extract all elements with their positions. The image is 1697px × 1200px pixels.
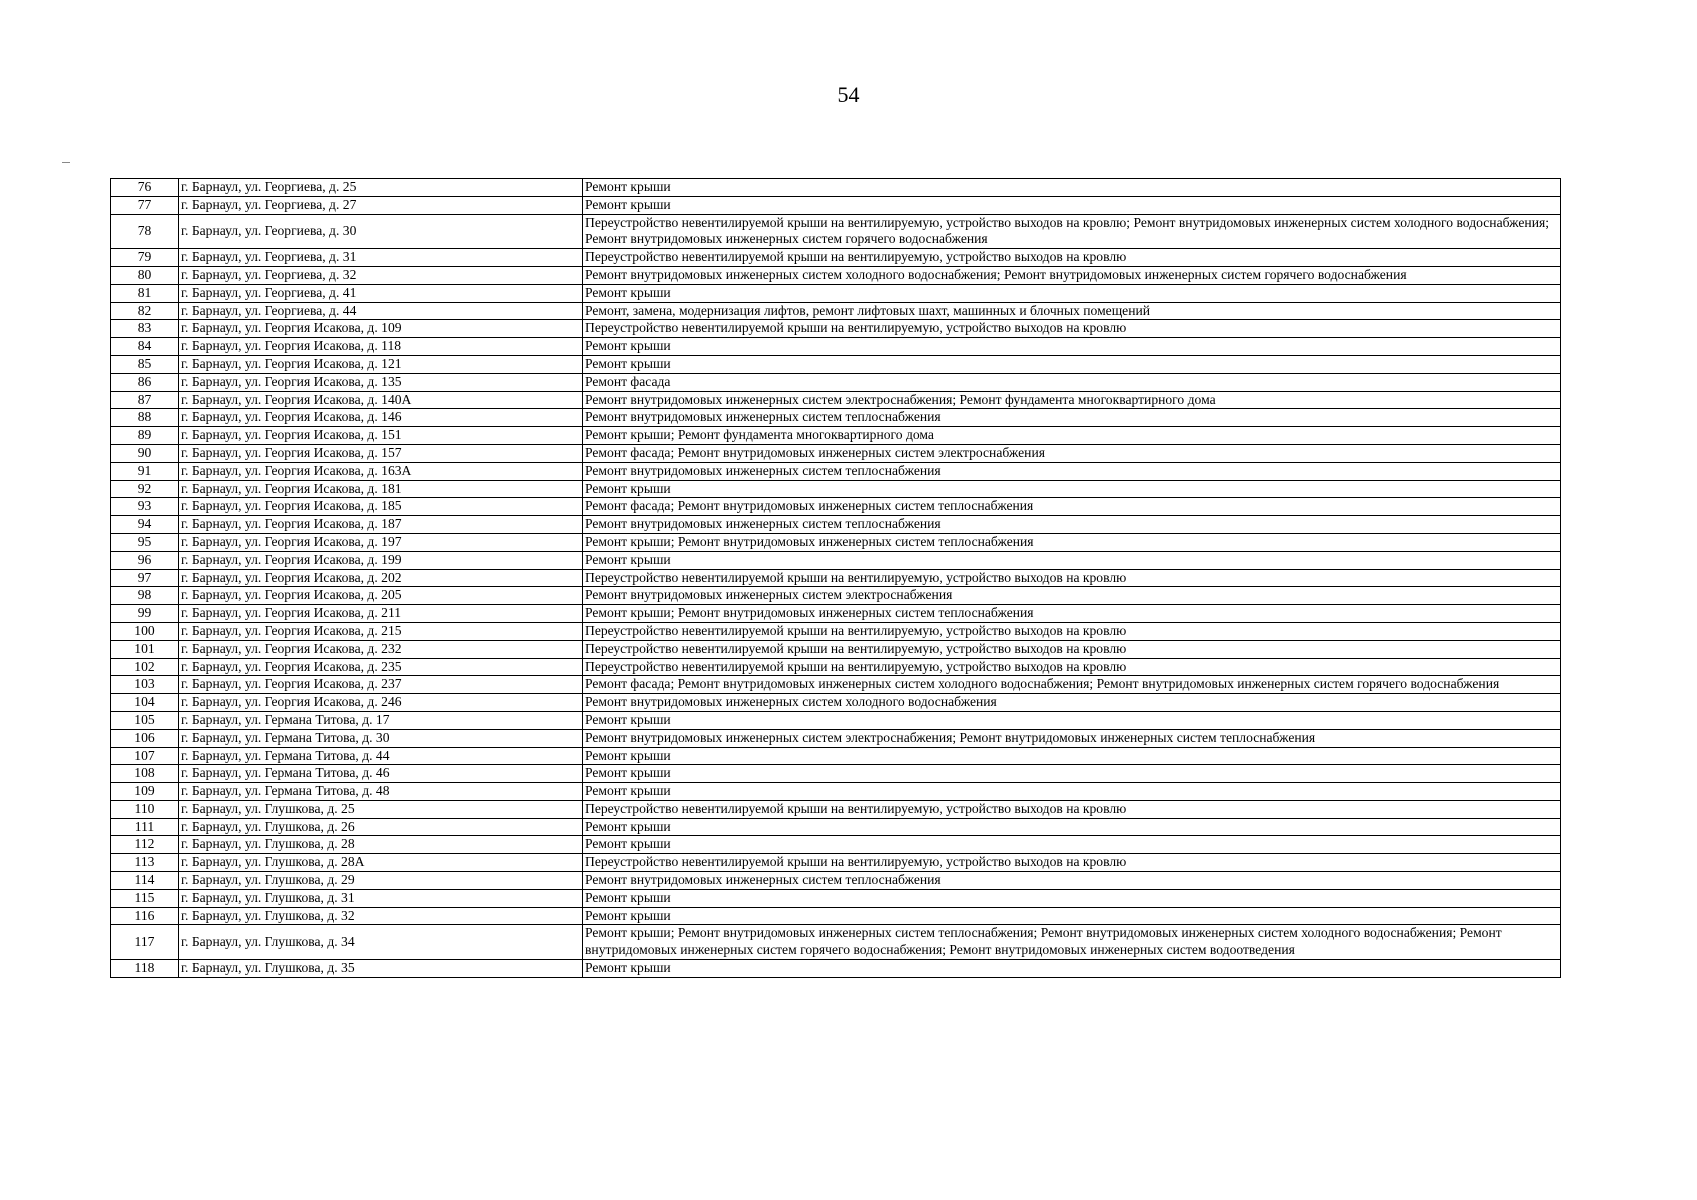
row-number: 95: [111, 533, 179, 551]
row-work: Ремонт внутридомовых инженерных систем теплоснабжения: [583, 409, 1561, 427]
row-address: г. Барнаул, ул. Глушкова, д. 25: [179, 800, 583, 818]
row-work: Ремонт крыши: [583, 747, 1561, 765]
table-row: [111, 836, 1561, 854]
table-row: [111, 179, 1561, 197]
row-work: Переустройство невентилируемой крыши на вентилируемую, устройство выходов на кровлю: [583, 320, 1561, 338]
row-work: Ремонт крыши; Ремонт внутридомовых инженерных систем теплоснабжения: [583, 533, 1561, 551]
row-address: г. Барнаул, ул. Глушкова, д. 29: [179, 872, 583, 890]
row-work: Ремонт фасада: [583, 373, 1561, 391]
margin-tick: [62, 162, 70, 163]
table-row: [111, 320, 1561, 338]
table-row: [111, 605, 1561, 623]
row-address: г. Барнаул, ул. Глушкова, д. 31: [179, 889, 583, 907]
row-address: г. Барнаул, ул. Глушкова, д. 28А: [179, 854, 583, 872]
row-number: 113: [111, 854, 179, 872]
row-number: 111: [111, 818, 179, 836]
row-address: г. Барнаул, ул. Георгия Исакова, д. 157: [179, 444, 583, 462]
row-address: г. Барнаул, ул. Георгия Исакова, д. 215: [179, 622, 583, 640]
row-work: Ремонт крыши: [583, 338, 1561, 356]
row-work: Ремонт крыши: [583, 179, 1561, 197]
row-address: г. Барнаул, ул. Георгия Исакова, д. 135: [179, 373, 583, 391]
row-address: г. Барнаул, ул. Германа Титова, д. 44: [179, 747, 583, 765]
row-work: Ремонт крыши: [583, 480, 1561, 498]
table-row: [111, 800, 1561, 818]
row-number: 118: [111, 960, 179, 978]
table-row: [111, 569, 1561, 587]
row-number: 85: [111, 355, 179, 373]
row-work: Ремонт внутридомовых инженерных систем теплоснабжения: [583, 872, 1561, 890]
page-number: 54: [837, 82, 860, 107]
row-work: Ремонт крыши; Ремонт фундамента многоквартирного дома: [583, 427, 1561, 445]
row-work: Переустройство невентилируемой крыши на вентилируемую, устройство выходов на кровлю: [583, 658, 1561, 676]
table-row: [111, 355, 1561, 373]
row-address: г. Барнаул, ул. Германа Титова, д. 17: [179, 711, 583, 729]
row-work: Ремонт крыши; Ремонт внутридомовых инженерных систем теплоснабжения: [583, 605, 1561, 623]
table-row: [111, 427, 1561, 445]
row-address: г. Барнаул, ул. Глушкова, д. 34: [179, 925, 583, 960]
table-row: [111, 676, 1561, 694]
row-number: 115: [111, 889, 179, 907]
row-address: г. Барнаул, ул. Георгия Исакова, д. 246: [179, 694, 583, 712]
repair-table: [110, 178, 1561, 978]
table-row: [111, 284, 1561, 302]
row-number: 89: [111, 427, 179, 445]
row-work: Ремонт внутридомовых инженерных систем электроснабжения: [583, 587, 1561, 605]
row-number: 92: [111, 480, 179, 498]
row-work: Переустройство невентилируемой крыши на вентилируемую, устройство выходов на кровлю: [583, 640, 1561, 658]
table-row: [111, 338, 1561, 356]
row-number: 80: [111, 266, 179, 284]
table-row: [111, 302, 1561, 320]
row-number: 103: [111, 676, 179, 694]
row-address: г. Барнаул, ул. Германа Титова, д. 46: [179, 765, 583, 783]
row-number: 82: [111, 302, 179, 320]
row-number: 86: [111, 373, 179, 391]
table-row: [111, 640, 1561, 658]
table-row: [111, 533, 1561, 551]
row-address: г. Барнаул, ул. Глушкова, д. 35: [179, 960, 583, 978]
table-row: [111, 266, 1561, 284]
table-row: [111, 196, 1561, 214]
row-number: 76: [111, 179, 179, 197]
row-address: г. Барнаул, ул. Германа Титова, д. 48: [179, 783, 583, 801]
row-work: Ремонт крыши: [583, 355, 1561, 373]
table-row: [111, 462, 1561, 480]
row-work: Переустройство невентилируемой крыши на вентилируемую, устройство выходов на кровлю; Ремонт внутридомовых инженерных систем холодного водоснабжения; Ремонт внутридомовых инженерных систем горячего водоснабжения: [583, 214, 1561, 249]
row-address: г. Барнаул, ул. Глушкова, д. 28: [179, 836, 583, 854]
row-work: Ремонт крыши: [583, 907, 1561, 925]
row-address: г. Барнаул, ул. Георгиева, д. 44: [179, 302, 583, 320]
table-row: [111, 960, 1561, 978]
table-row: [111, 872, 1561, 890]
row-number: 97: [111, 569, 179, 587]
row-address: г. Барнаул, ул. Георгия Исакова, д. 163А: [179, 462, 583, 480]
row-work: Ремонт крыши: [583, 818, 1561, 836]
row-number: 105: [111, 711, 179, 729]
row-address: г. Барнаул, ул. Георгия Исакова, д. 109: [179, 320, 583, 338]
table-row: [111, 783, 1561, 801]
repair-table-container: [110, 178, 1561, 978]
row-work: Ремонт крыши: [583, 284, 1561, 302]
row-address: г. Барнаул, ул. Георгия Исакова, д. 121: [179, 355, 583, 373]
table-row: [111, 854, 1561, 872]
row-number: 94: [111, 516, 179, 534]
table-row: [111, 765, 1561, 783]
table-row: [111, 551, 1561, 569]
row-work: Переустройство невентилируемой крыши на вентилируемую, устройство выходов на кровлю: [583, 854, 1561, 872]
row-number: 91: [111, 462, 179, 480]
row-number: 109: [111, 783, 179, 801]
row-address: г. Барнаул, ул. Георгиева, д. 27: [179, 196, 583, 214]
row-work: Ремонт внутридомовых инженерных систем холодного водоснабжения; Ремонт внутридомовых инженерных систем горячего водоснабжения: [583, 266, 1561, 284]
row-address: г. Барнаул, ул. Германа Титова, д. 30: [179, 729, 583, 747]
row-number: 96: [111, 551, 179, 569]
table-row: [111, 747, 1561, 765]
table-row: [111, 409, 1561, 427]
row-work: Ремонт крыши: [583, 551, 1561, 569]
row-work: Ремонт внутридомовых инженерных систем электроснабжения; Ремонт фундамента многоквартирного дома: [583, 391, 1561, 409]
row-address: г. Барнаул, ул. Георгия Исакова, д. 202: [179, 569, 583, 587]
row-address: г. Барнаул, ул. Георгия Исакова, д. 185: [179, 498, 583, 516]
row-address: г. Барнаул, ул. Георгия Исакова, д. 181: [179, 480, 583, 498]
row-number: 84: [111, 338, 179, 356]
table-row: [111, 373, 1561, 391]
row-address: г. Барнаул, ул. Глушкова, д. 26: [179, 818, 583, 836]
table-row: [111, 694, 1561, 712]
row-work: Переустройство невентилируемой крыши на вентилируемую, устройство выходов на кровлю: [583, 800, 1561, 818]
table-row: [111, 444, 1561, 462]
row-work: Ремонт внутридомовых инженерных систем холодного водоснабжения: [583, 694, 1561, 712]
row-address: г. Барнаул, ул. Георгиева, д. 32: [179, 266, 583, 284]
row-number: 108: [111, 765, 179, 783]
row-number: 110: [111, 800, 179, 818]
row-work: Ремонт крыши: [583, 196, 1561, 214]
row-number: 81: [111, 284, 179, 302]
row-address: г. Барнаул, ул. Георгия Исакова, д. 118: [179, 338, 583, 356]
table-row: [111, 711, 1561, 729]
table-row: [111, 391, 1561, 409]
row-number: 102: [111, 658, 179, 676]
row-number: 77: [111, 196, 179, 214]
row-number: 101: [111, 640, 179, 658]
row-work: Ремонт фасада; Ремонт внутридомовых инженерных систем электроснабжения: [583, 444, 1561, 462]
row-address: г. Барнаул, ул. Георгия Исакова, д. 151: [179, 427, 583, 445]
table-body: [111, 179, 1561, 978]
row-work: Переустройство невентилируемой крыши на вентилируемую, устройство выходов на кровлю: [583, 249, 1561, 267]
row-address: г. Барнаул, ул. Георгия Исакова, д. 237: [179, 676, 583, 694]
row-work: Ремонт крыши: [583, 765, 1561, 783]
row-number: 88: [111, 409, 179, 427]
row-number: 116: [111, 907, 179, 925]
table-row: [111, 249, 1561, 267]
row-work: Ремонт внутридомовых инженерных систем теплоснабжения: [583, 516, 1561, 534]
row-number: 78: [111, 214, 179, 249]
row-number: 83: [111, 320, 179, 338]
row-work: Ремонт крыши: [583, 836, 1561, 854]
table-row: [111, 622, 1561, 640]
table-row: [111, 818, 1561, 836]
table-row: [111, 214, 1561, 249]
row-address: г. Барнаул, ул. Георгия Исакова, д. 199: [179, 551, 583, 569]
row-address: г. Барнаул, ул. Георгия Исакова, д. 235: [179, 658, 583, 676]
row-number: 114: [111, 872, 179, 890]
row-address: г. Барнаул, ул. Глушкова, д. 32: [179, 907, 583, 925]
row-work: Ремонт крыши: [583, 711, 1561, 729]
table-row: [111, 658, 1561, 676]
row-work: Ремонт внутридомовых инженерных систем электроснабжения; Ремонт внутридомовых инженерных систем теплоснабжения: [583, 729, 1561, 747]
table-row: [111, 516, 1561, 534]
row-address: г. Барнаул, ул. Георгия Исакова, д. 187: [179, 516, 583, 534]
row-work: Ремонт крыши: [583, 889, 1561, 907]
row-number: 98: [111, 587, 179, 605]
row-number: 93: [111, 498, 179, 516]
row-work: Ремонт крыши: [583, 783, 1561, 801]
table-row: [111, 889, 1561, 907]
row-work: Ремонт крыши; Ремонт внутридомовых инженерных систем теплоснабжения; Ремонт внутридомовых инженерных систем холодного водоснабжения; Ремонт внутридомовых инженерных систем горячего водоснабжения; Ремонт внутридомовых инженерных систем водоотведения: [583, 925, 1561, 960]
row-number: 90: [111, 444, 179, 462]
row-number: 117: [111, 925, 179, 960]
row-address: г. Барнаул, ул. Георгиева, д. 25: [179, 179, 583, 197]
table-row: [111, 587, 1561, 605]
row-address: г. Барнаул, ул. Георгиева, д. 30: [179, 214, 583, 249]
row-address: г. Барнаул, ул. Георгиева, д. 31: [179, 249, 583, 267]
row-work: Ремонт крыши: [583, 960, 1561, 978]
table-row: [111, 498, 1561, 516]
table-row: [111, 907, 1561, 925]
row-number: 99: [111, 605, 179, 623]
table-row: [111, 480, 1561, 498]
row-number: 106: [111, 729, 179, 747]
row-work: Ремонт фасада; Ремонт внутридомовых инженерных систем холодного водоснабжения; Ремонт внутридомовых инженерных систем горячего водоснабжения: [583, 676, 1561, 694]
row-number: 87: [111, 391, 179, 409]
table-row: [111, 729, 1561, 747]
row-number: 107: [111, 747, 179, 765]
row-work: Ремонт фасада; Ремонт внутридомовых инженерных систем теплоснабжения: [583, 498, 1561, 516]
row-number: 104: [111, 694, 179, 712]
row-address: г. Барнаул, ул. Георгия Исакова, д. 232: [179, 640, 583, 658]
row-address: г. Барнаул, ул. Георгия Исакова, д. 197: [179, 533, 583, 551]
row-work: Ремонт, замена, модернизация лифтов, ремонт лифтовых шахт, машинных и блочных помещений: [583, 302, 1561, 320]
table-row: [111, 925, 1561, 960]
row-work: Ремонт внутридомовых инженерных систем теплоснабжения: [583, 462, 1561, 480]
row-address: г. Барнаул, ул. Георгиева, д. 41: [179, 284, 583, 302]
row-work: Переустройство невентилируемой крыши на вентилируемую, устройство выходов на кровлю: [583, 569, 1561, 587]
row-address: г. Барнаул, ул. Георгия Исакова, д. 140А: [179, 391, 583, 409]
row-address: г. Барнаул, ул. Георгия Исакова, д. 146: [179, 409, 583, 427]
row-number: 112: [111, 836, 179, 854]
row-address: г. Барнаул, ул. Георгия Исакова, д. 205: [179, 587, 583, 605]
row-number: 100: [111, 622, 179, 640]
row-work: Переустройство невентилируемой крыши на вентилируемую, устройство выходов на кровлю: [583, 622, 1561, 640]
row-number: 79: [111, 249, 179, 267]
row-address: г. Барнаул, ул. Георгия Исакова, д. 211: [179, 605, 583, 623]
